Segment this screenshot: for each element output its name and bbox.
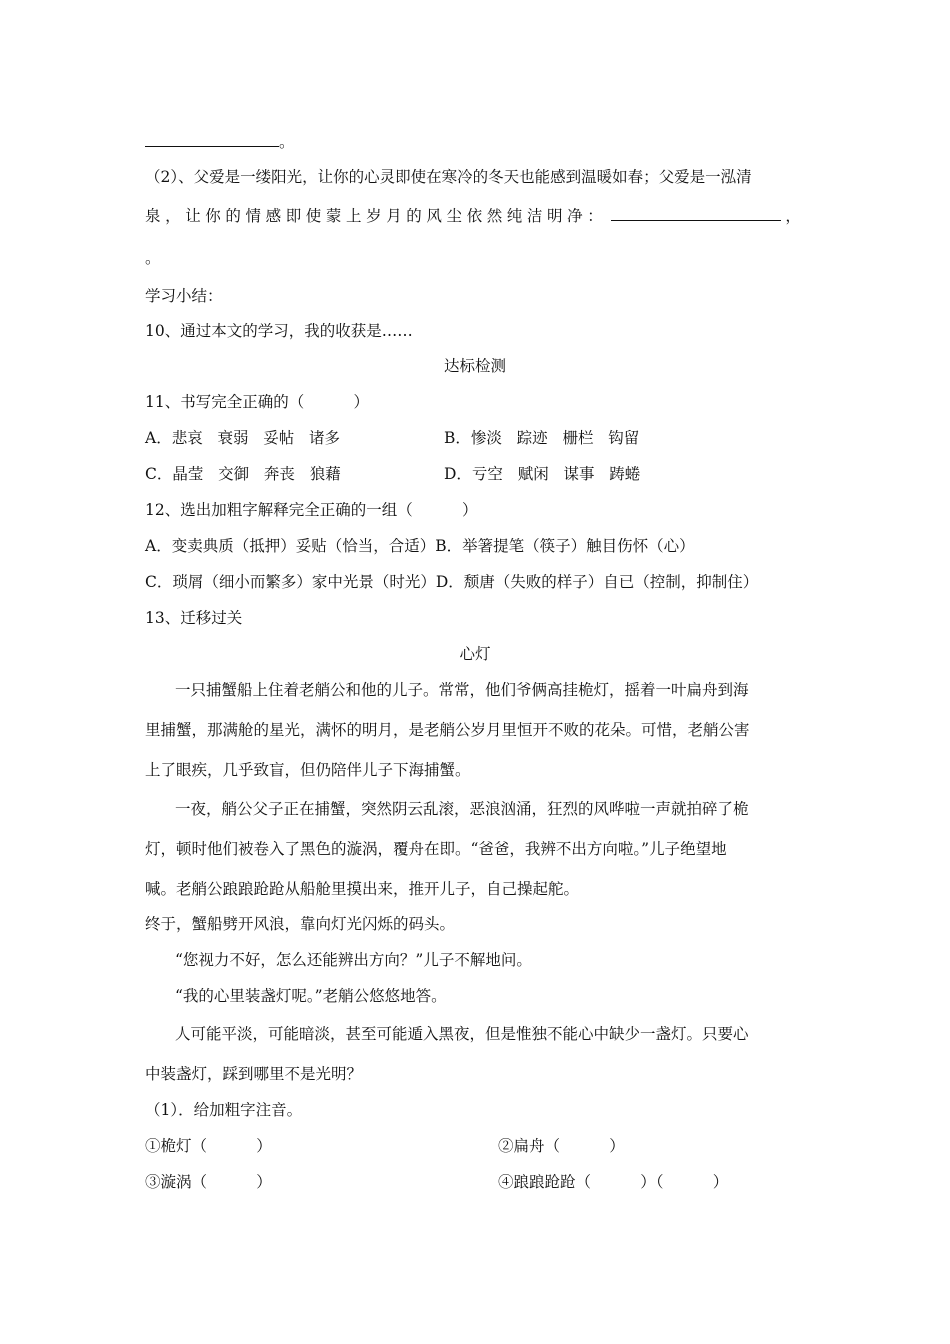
passage-p5: “我的心里装盏灯呢。”老艄公悠悠地答。 (175, 987, 447, 1005)
pinyin-item-2: ②扁舟（ ） (498, 1137, 625, 1155)
line-text: 泉，让你的情感即使蒙上岁月的风尘依然纯洁明净： (145, 207, 608, 225)
question-11-option-a: A．悲哀 衰弱 妥帖 诸多 (145, 429, 341, 447)
passage-p1-line1: 一只捕蟹船上住着老艄公和他的儿子。常常，他们爷俩高挂桅灯，摇着一叶扁舟到海 (175, 681, 749, 699)
question-11: 11、书写完全正确的（ ） (145, 393, 369, 411)
answer-line-0 (145, 130, 295, 152)
passage-title: 心灯 (459, 645, 491, 663)
passage-p3: 终于，蟹船劈开风浪，靠向灯光闪烁的码头。 (145, 915, 456, 933)
fill-blank[interactable] (611, 206, 781, 221)
question-13: 13、迁移过关 (145, 609, 243, 627)
passage-p2-line1: 一夜，艄公父子正在捕蟹，突然阴云乱滚，恶浪汹涌，狂烈的风哗啦一声就拍碎了桅 (175, 800, 749, 818)
passage-p6-line2: 中装盏灯，踩到哪里不是光明？ (145, 1065, 363, 1083)
passage-p2-line3: 喊。老艄公踉踉跄跄从船舱里摸出来，推开儿子，自己操起舵。 (145, 880, 580, 898)
section-heading-test: 达标检测 (443, 357, 506, 375)
subquestion-1: （1）．给加粗字注音。 (145, 1101, 303, 1119)
pinyin-item-1: ①桅灯（ ） (145, 1137, 272, 1155)
question-9-2-line-3: 。 (145, 249, 161, 267)
question-11-option-b: B．惨淡 踪迹 栅栏 钩留 (444, 429, 640, 447)
question-9-2-line-1: （2）、父爱是一缕阳光，让你的心灵即使在寒冷的冬天也能感到温暖如春；父爱是一泓清 (145, 168, 752, 186)
question-12-options-ab: A．变卖典质（抵押）妥贴（恰当，合适）B．举箸提笔（筷子）触目伤怀（心） (145, 537, 695, 555)
question-11-option-c: C．晶莹 交御 奔丧 狼藉 (145, 465, 341, 483)
question-12: 12、选出加粗字解释完全正确的一组（ ） (145, 501, 478, 519)
question-9-2-line-2 (145, 204, 801, 226)
pinyin-item-4: ④踉踉跄跄（ ）（ ） (498, 1173, 729, 1191)
passage-p6-line1: 人可能平淡，可能暗淡，甚至可能遁入黑夜，但是惟独不能心中缺少一盏灯。只要心 (175, 1025, 749, 1043)
question-11-option-d: D．亏空 赋闲 谋事 踌蜷 (444, 465, 641, 483)
section-summary-label: 学习小结： (145, 287, 223, 305)
passage-p1-line3: 上了眼疾，几乎致盲，但仍陪伴儿子下海捕蟹。 (145, 761, 471, 779)
pinyin-item-3: ③漩涡（ ） (145, 1173, 272, 1191)
line-text: 。 (279, 133, 295, 151)
question-12-options-cd: C．琐屑（细小而繁多）家中光景（时光）D．颓唐（失败的样子）自已（控制，抑制住） (145, 573, 759, 591)
passage-p2-line2: 灯，顿时他们被卷入了黑色的漩涡，覆舟在即。“爸爸，我辨不出方向啦。”儿子绝望地 (145, 840, 727, 858)
fill-blank[interactable] (145, 132, 279, 147)
question-10: 10、通过本文的学习，我的收获是…… (145, 322, 413, 340)
passage-p1-line2: 里捕蟹，那满舱的星光，满怀的明月，是老艄公岁月里恒开不败的花朵。可惜，老艄公害 (145, 721, 750, 739)
passage-p4: “您视力不好，怎么还能辨出方向？”儿子不解地问。 (175, 951, 532, 969)
line-text: ， (785, 207, 801, 225)
